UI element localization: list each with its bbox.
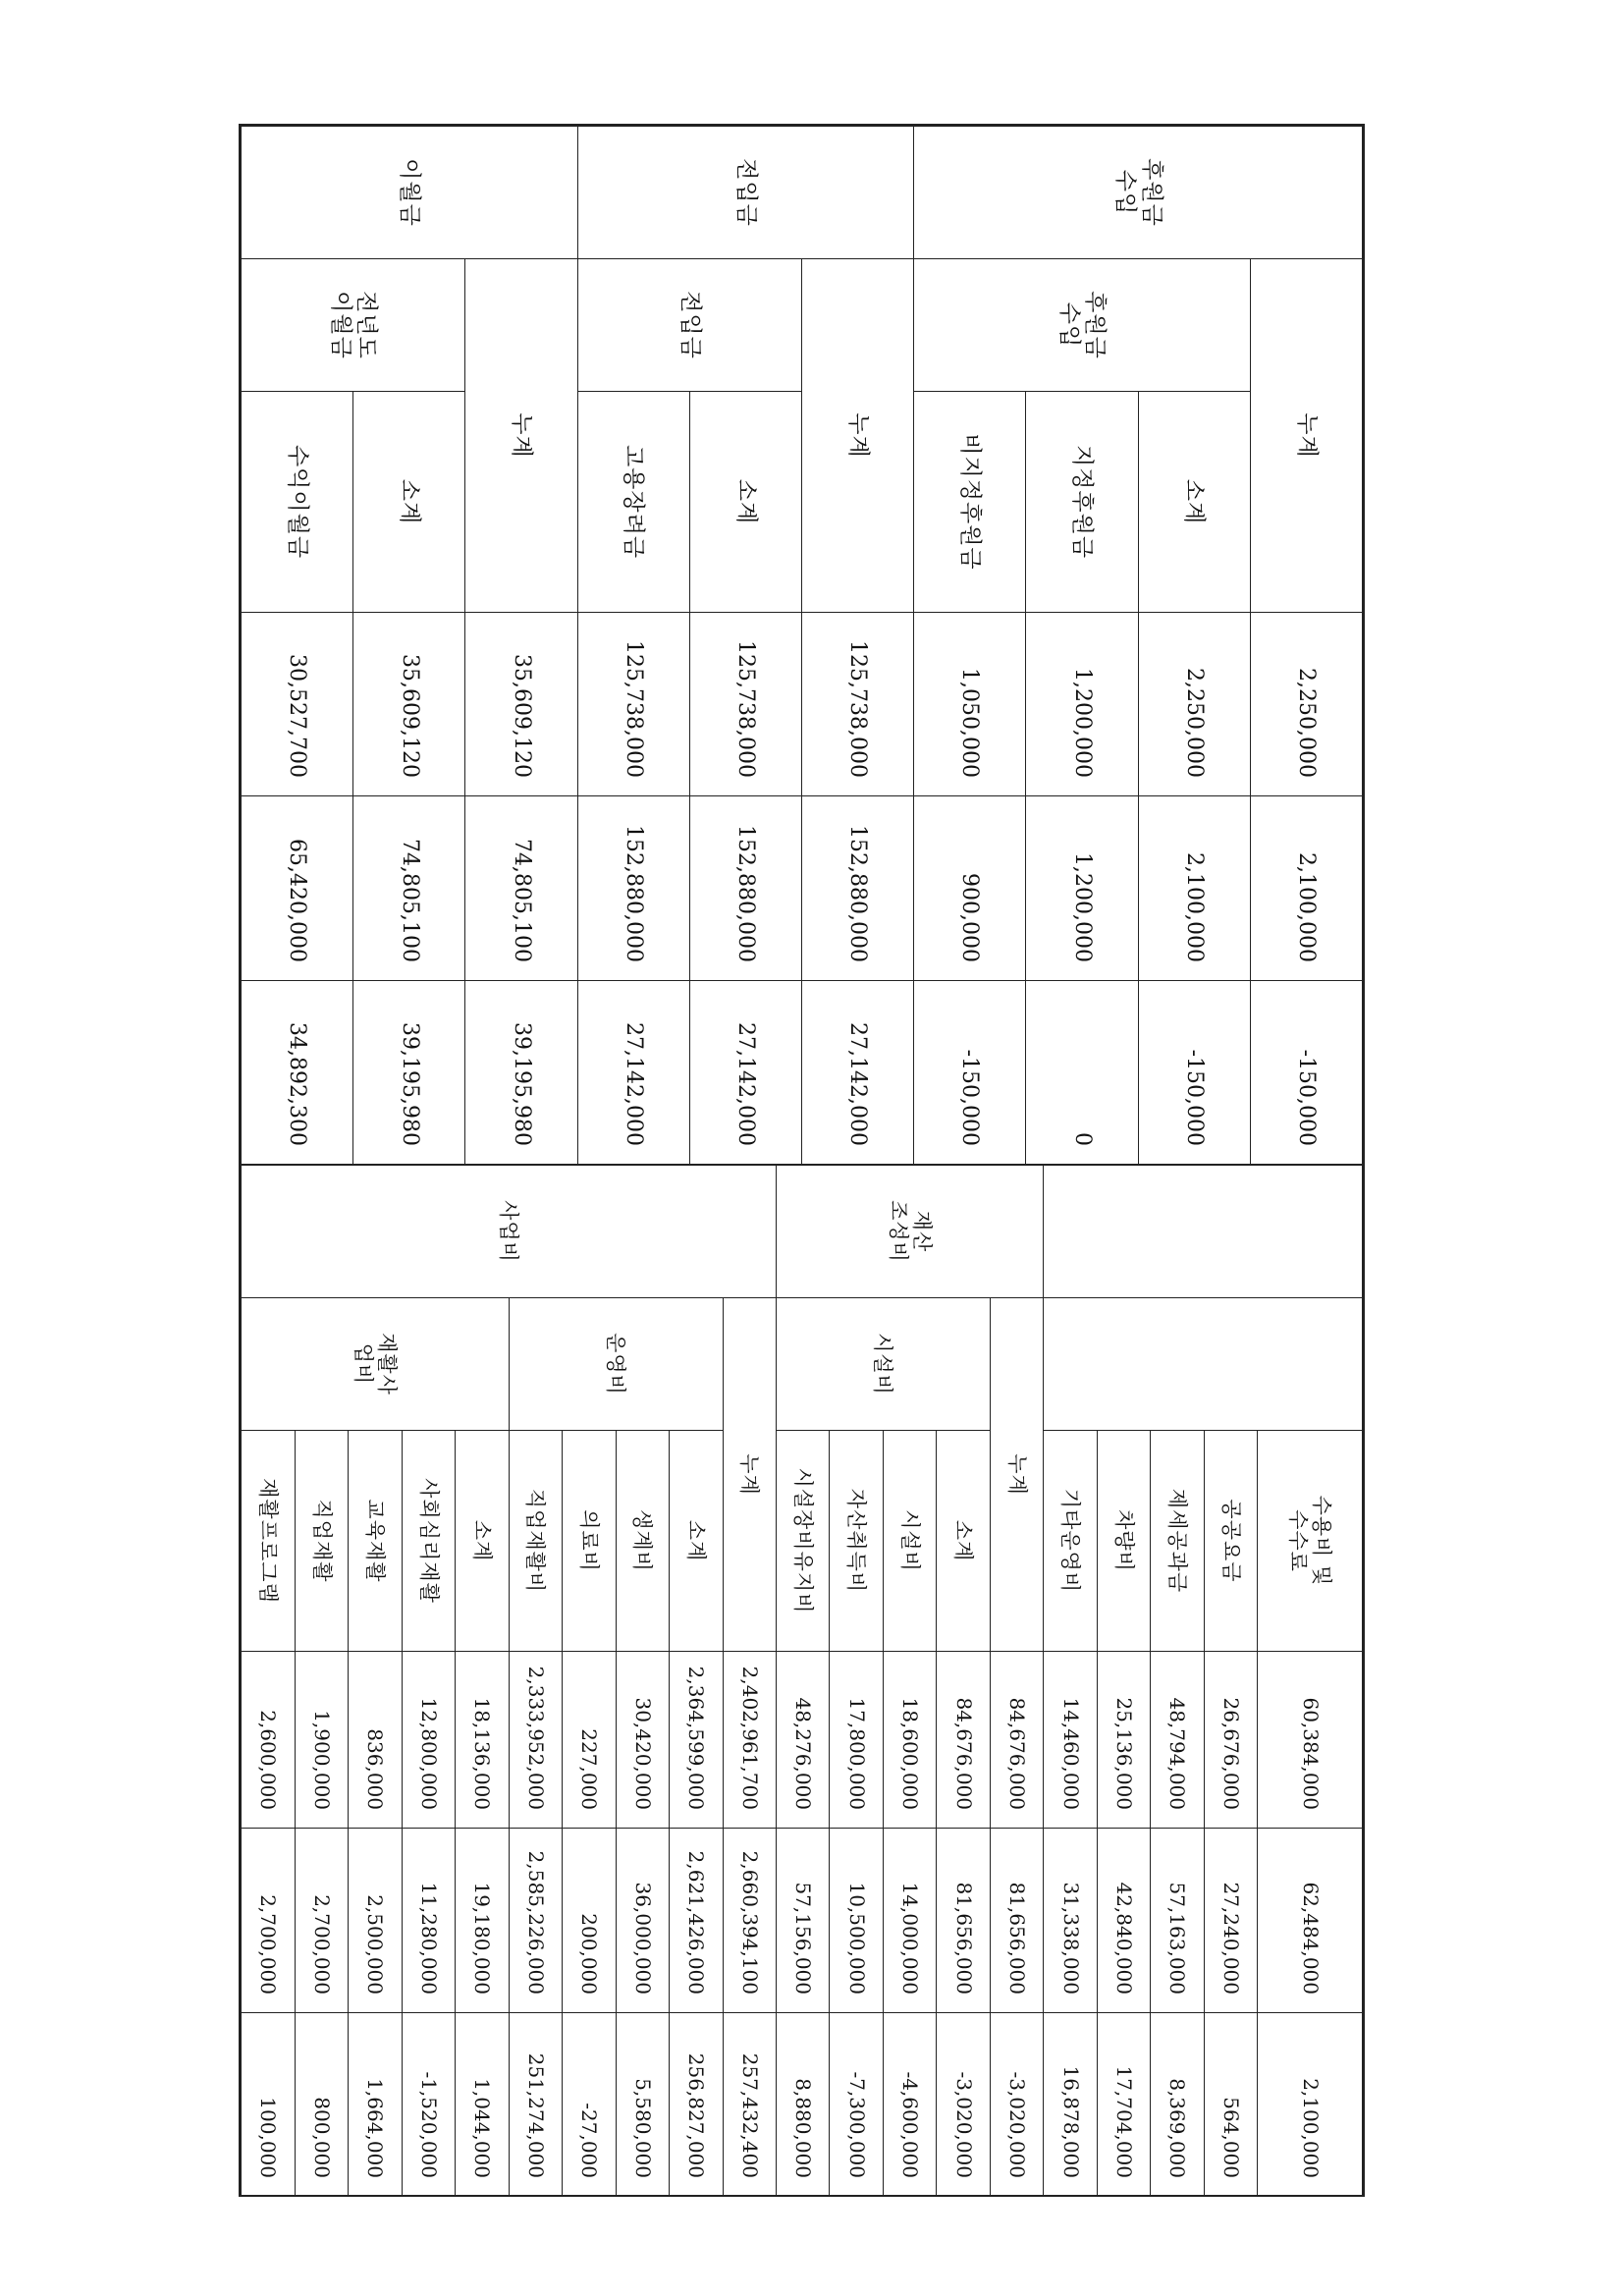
prev-year-amount: 18,600,000	[883, 1652, 936, 1829]
item-label: 재활프로그램	[242, 1431, 296, 1652]
item-label: 소계	[456, 1431, 509, 1652]
table-row	[937, 1166, 990, 2197]
prev-year-amount: 30,527,700	[242, 613, 353, 796]
current-year-amount: 2,585,226,000	[509, 1829, 562, 2013]
table-row	[723, 1166, 776, 2197]
subcategory-label: 운영비	[509, 1298, 723, 1431]
item-label: 사회심리재활	[402, 1431, 455, 1652]
prev-year-amount: 14,460,000	[1044, 1652, 1097, 1829]
difference-amount: -1,520,000	[402, 2013, 455, 2197]
difference-amount: 5,580,000	[616, 2013, 669, 2197]
item-label: 비지정후원금	[914, 392, 1026, 613]
difference-amount: 27,142,000	[802, 981, 914, 1165]
difference-amount: 39,195,980	[353, 981, 465, 1165]
item-label: 기타운영비	[1044, 1431, 1097, 1652]
difference-amount: 256,827,000	[670, 2013, 723, 2197]
subcategory-label: 재활사 업비	[242, 1298, 510, 1431]
current-year-amount: 2,100,000	[1138, 796, 1250, 981]
prev-year-amount: 1,050,000	[914, 613, 1026, 796]
item-label: 의료비	[563, 1431, 616, 1652]
current-year-amount: 65,420,000	[242, 796, 353, 981]
difference-amount: 8,880,000	[776, 2013, 829, 2197]
current-year-amount: 57,156,000	[776, 1829, 829, 2013]
category-label: 전입금	[577, 127, 914, 259]
current-year-amount: 2,700,000	[295, 1829, 348, 2013]
current-year-amount: 2,100,000	[1250, 796, 1362, 981]
table-row	[1250, 127, 1362, 1165]
prev-year-amount: 2,250,000	[1138, 613, 1250, 796]
subcategory-label: 후원금 수입	[914, 259, 1251, 392]
table-row	[353, 127, 465, 1165]
prev-year-amount: 125,738,000	[802, 613, 914, 796]
table-row	[689, 127, 801, 1165]
current-year-amount: 36,000,000	[616, 1829, 669, 2013]
difference-amount: 251,274,000	[509, 2013, 562, 2197]
table-row	[802, 127, 914, 1165]
item-label: 고용장려금	[577, 392, 689, 613]
total-label: 누계	[465, 259, 577, 613]
prev-year-amount: 12,800,000	[402, 1652, 455, 1829]
prev-year-amount: 2,402,961,700	[723, 1652, 776, 1829]
current-year-amount: 1,200,000	[1026, 796, 1138, 981]
budget-sheet-rotated	[241, 126, 1363, 2195]
prev-year-amount: 1,900,000	[295, 1652, 348, 1829]
item-label: 공공요금	[1204, 1431, 1257, 1652]
table-row	[670, 1166, 723, 2197]
item-label: 수익이월금	[242, 392, 353, 613]
table-row	[1138, 127, 1250, 1165]
subcategory-label: 시설비	[776, 1298, 990, 1431]
category-label	[1044, 1166, 1363, 1298]
current-year-amount: 62,484,000	[1258, 1829, 1363, 2013]
difference-amount: -3,020,000	[937, 2013, 990, 2197]
category-label: 이월금	[242, 127, 578, 259]
difference-amount: 16,878,000	[1044, 2013, 1097, 2197]
item-label: 지정후원금	[1026, 392, 1138, 613]
current-year-amount: 152,880,000	[802, 796, 914, 981]
difference-amount: 34,892,300	[242, 981, 353, 1165]
prev-year-amount: 1,200,000	[1026, 613, 1138, 796]
current-year-amount: 900,000	[914, 796, 1026, 981]
current-year-amount: 11,280,000	[402, 1829, 455, 2013]
difference-amount: 257,432,400	[723, 2013, 776, 2197]
difference-amount: 8,369,000	[1151, 2013, 1204, 2197]
item-label: 차량비	[1097, 1431, 1150, 1652]
category-label: 재산 조성비	[776, 1166, 1043, 1298]
subcategory-label: 전년도 이월금	[242, 259, 466, 392]
item-label: 소계	[689, 392, 801, 613]
current-year-amount: 200,000	[563, 1829, 616, 2013]
prev-year-amount: 35,609,120	[465, 613, 577, 796]
current-year-amount: 74,805,100	[353, 796, 465, 981]
prev-year-amount: 836,000	[349, 1652, 402, 1829]
difference-amount: 0	[1026, 981, 1138, 1165]
table-row	[456, 1166, 509, 2197]
prev-year-amount: 125,738,000	[689, 613, 801, 796]
total-label: 누계	[1250, 259, 1362, 613]
prev-year-amount: 60,384,000	[1258, 1652, 1363, 1829]
difference-amount: 17,704,000	[1097, 2013, 1150, 2197]
difference-amount: 1,044,000	[456, 2013, 509, 2197]
item-label: 교육재활	[349, 1431, 402, 1652]
current-year-amount: 152,880,000	[577, 796, 689, 981]
current-year-amount: 10,500,000	[830, 1829, 883, 2013]
prev-year-amount: 26,676,000	[1204, 1652, 1257, 1829]
difference-amount: -150,000	[1250, 981, 1362, 1165]
prev-year-amount: 125,738,000	[577, 613, 689, 796]
current-year-amount: 152,880,000	[689, 796, 801, 981]
difference-amount: 27,142,000	[689, 981, 801, 1165]
prev-year-amount: 84,676,000	[990, 1652, 1043, 1829]
item-label: 수용비 및 수수료	[1258, 1431, 1363, 1652]
prev-year-amount: 84,676,000	[937, 1652, 990, 1829]
item-label: 직업재활비	[509, 1431, 562, 1652]
current-year-amount: 81,656,000	[937, 1829, 990, 2013]
difference-amount: 800,000	[295, 2013, 348, 2197]
table-row	[990, 1166, 1043, 2197]
difference-amount: 100,000	[242, 2013, 296, 2197]
current-year-amount: 2,500,000	[349, 1829, 402, 2013]
difference-amount: 1,664,000	[349, 2013, 402, 2197]
prev-year-amount: 48,794,000	[1151, 1652, 1204, 1829]
total-label: 누계	[802, 259, 914, 613]
current-year-amount: 57,163,000	[1151, 1829, 1204, 2013]
current-year-amount: 2,621,426,000	[670, 1829, 723, 2013]
difference-amount: 564,000	[1204, 2013, 1257, 2197]
total-label: 누계	[990, 1298, 1043, 1652]
item-label: 소계	[937, 1431, 990, 1652]
current-year-amount: 14,000,000	[883, 1829, 936, 2013]
current-year-amount: 42,840,000	[1097, 1829, 1150, 2013]
prev-year-amount: 48,276,000	[776, 1652, 829, 1829]
subcategory-label: 전입금	[577, 259, 801, 392]
current-year-amount: 31,338,000	[1044, 1829, 1097, 2013]
difference-amount: -3,020,000	[990, 2013, 1043, 2197]
difference-amount: -150,000	[1138, 981, 1250, 1165]
item-label: 시설비	[883, 1431, 936, 1652]
difference-amount: 27,142,000	[577, 981, 689, 1165]
prev-year-amount: 30,420,000	[616, 1652, 669, 1829]
current-year-amount: 81,656,000	[990, 1829, 1043, 2013]
current-year-amount: 2,660,394,100	[723, 1829, 776, 2013]
difference-amount: -4,600,000	[883, 2013, 936, 2197]
subcategory-label	[1044, 1298, 1363, 1431]
item-label: 생계비	[616, 1431, 669, 1652]
total-label: 누계	[723, 1298, 776, 1652]
prev-year-amount: 2,364,599,000	[670, 1652, 723, 1829]
current-year-amount: 74,805,100	[465, 796, 577, 981]
category-label: 사업비	[242, 1166, 777, 1298]
difference-amount: 39,195,980	[465, 981, 577, 1165]
current-year-amount: 2,700,000	[242, 1829, 296, 2013]
prev-year-amount: 17,800,000	[830, 1652, 883, 1829]
category-label: 후원금 수입	[914, 127, 1363, 259]
difference-amount: -150,000	[914, 981, 1026, 1165]
prev-year-amount: 35,609,120	[353, 613, 465, 796]
table-row	[1258, 1166, 1363, 2197]
item-label: 소계	[353, 392, 465, 613]
revenue-table	[241, 126, 1363, 1165]
item-label: 자산취득비	[830, 1431, 883, 1652]
difference-amount: -7,300,000	[830, 2013, 883, 2197]
item-label: 제세공과금	[1151, 1431, 1204, 1652]
item-label: 소계	[670, 1431, 723, 1652]
prev-year-amount: 227,000	[563, 1652, 616, 1829]
difference-amount: 2,100,000	[1258, 2013, 1363, 2197]
item-label: 시설장비유지비	[776, 1431, 829, 1652]
current-year-amount: 19,180,000	[456, 1829, 509, 2013]
difference-amount: -27,000	[563, 2013, 616, 2197]
prev-year-amount: 2,600,000	[242, 1652, 296, 1829]
item-label: 직업재활	[295, 1431, 348, 1652]
expense-table	[241, 1165, 1363, 2197]
prev-year-amount: 18,136,000	[456, 1652, 509, 1829]
current-year-amount: 27,240,000	[1204, 1829, 1257, 2013]
table-row	[465, 127, 577, 1165]
prev-year-amount: 2,250,000	[1250, 613, 1362, 796]
item-label: 소계	[1138, 392, 1250, 613]
prev-year-amount: 2,333,952,000	[509, 1652, 562, 1829]
prev-year-amount: 25,136,000	[1097, 1652, 1150, 1829]
